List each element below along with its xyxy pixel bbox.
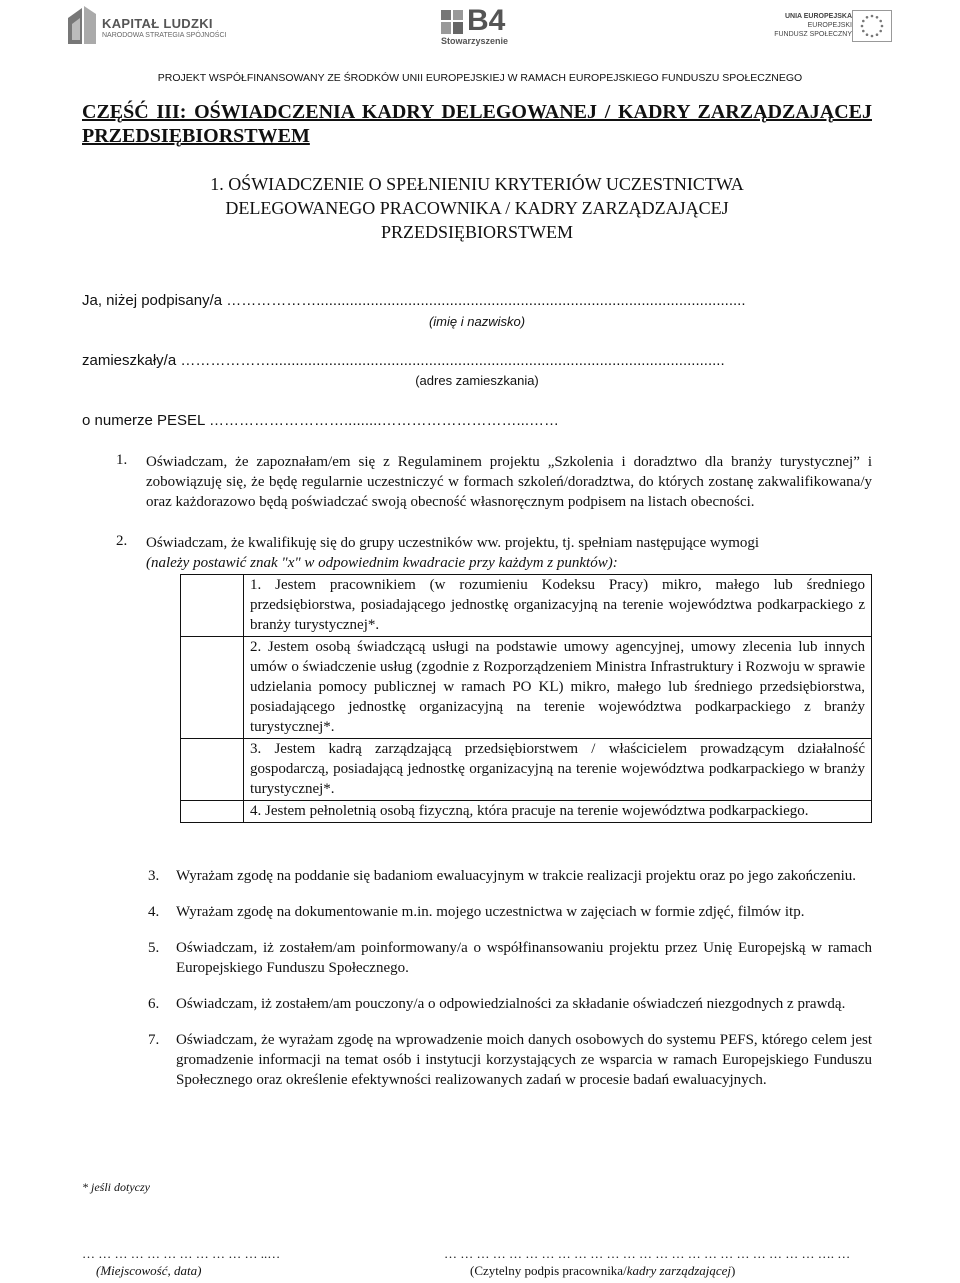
eu-flag-icon [852,10,892,42]
statement-number: 5. [148,940,160,956]
pesel-label: o numerze PESEL [82,412,205,429]
signature-dots[interactable]: … … … … … … … … … … … … … … … … … … … … … … … …. … [444,1246,851,1261]
statement-1-text: Oświadczam, że zapoznałam/em się z Regulaminem projektu „Szkolenia i doradztwo dla branży turystycznej” i zobowiązuję się, że będę regularnie uczestniczyć w formach szkoleń/doradztwa, do których zostanę zakwalifikowana/y oraz każdorazowo będą poświadczać swoją obecność własnoręcznym podpisem na listach obecności. [146,454,872,510]
criteria-checkbox-3[interactable] [181,739,244,801]
section-title-line-2: DELEGOWANEGO PRACOWNIKA / KADRY ZARZĄDZAJĄCEJ [225,198,729,218]
statement-1 [146,452,872,512]
address-field[interactable] [82,352,872,369]
section-title-line-1: 1. OŚWIADCZENIE O SPEŁNIENIU KRYTERIÓW UCZESTNICTWA [210,174,744,194]
statement-text: Oświadczam, iż zostałem/am pouczony/a o odpowiedzialności za składanie oświadczeń niezgodnych z prawdą. [176,996,846,1012]
section-title [82,172,872,244]
criteria-checkbox-1[interactable] [181,575,244,637]
list-item [148,866,872,886]
statement-text: Oświadczam, iż zostałem/am poinformowany/a o współfinansowaniu projektu przez Unię Europejską w ramach Europejskiego Funduszu Społecznego. [176,940,872,976]
name-label: Ja, niżej podpisany/a [82,292,223,309]
section-title-line-3: PRZEDSIĘBIORSTWEM [380,222,573,242]
criteria-row [181,575,872,637]
address-dots: ………………............................................................................................................. [176,352,725,369]
footnote: * jeśli dotyczy [82,1180,150,1194]
pesel-dots: ……………………….........………………………...…… [204,412,560,429]
eu-logo [772,10,892,44]
logo-right-line1: UNIA EUROPEJSKA [784,13,852,20]
statement-text: Wyrażam zgodę na dokumentowanie m.in. mojego uczestnictwa w zajęciach w formie zdjęć, filmów itp. [176,904,805,920]
address-label: zamieszkały/a [82,352,177,369]
statement-2-text: Oświadczam, że kwalifikuję się do grupy uczestników ww. projektu, tj. spełniam następujące wymogi [146,535,760,551]
logo-left-subtitle: NARODOWA STRATEGIA SPÓJNOŚCI [102,32,227,39]
statements-list [148,866,872,1106]
statement-number: 3. [148,868,160,884]
criteria-row [181,801,872,823]
b4-logo [441,4,521,48]
list-item [148,994,872,1014]
logo-center-subtitle: Stowarzyszenie [441,36,509,46]
logo-center-title: B4 [467,4,506,37]
criteria-row [181,739,872,801]
criteria-checkbox-4[interactable] [181,801,244,823]
part-title: CZĘŚĆ III: OŚWIADCZENIA KADRY DELEGOWANEJ / KADRY ZARZĄDZAJĄCEJ PRZEDSIĘBIORSTWEM [82,101,872,147]
signature-label-a: (Czytelny podpis pracownika/ [470,1263,627,1278]
statement-2-number: 2. [116,533,128,549]
kapital-ludzki-logo [68,4,238,44]
address-hint: (adres zamieszkania) [415,373,539,388]
list-item [148,1030,872,1090]
list-item [148,938,872,978]
list-item [148,902,872,922]
name-dots: ………………....................................................................................................... [222,292,746,309]
kapital-ludzki-emblem-icon [68,4,98,44]
statement-2 [146,533,872,553]
statement-1-number: 1. [116,452,128,468]
place-date-label: (Miejscowość, data) [96,1263,202,1278]
logo-right-line2: EUROPEJSKI [807,22,852,29]
criteria-checkbox-2[interactable] [181,637,244,739]
criteria-row [181,637,872,739]
statement-number: 7. [148,1032,160,1048]
logo-right-line3: FUNDUSZ SPOŁECZNY [774,31,852,38]
project-funding-line: PROJEKT WSPÓŁFINANSOWANY ZE ŚRODKÓW UNII EUROPEJSKIEJ W RAMACH EUROPEJSKIEGO FUNDUSZU SPOŁECZNEGO [157,72,803,84]
criteria-text-4: 4. Jestem pełnoletnią osobą fizyczną, która pracuje na terenie województwa podkarpackiego. [244,801,872,823]
criteria-text-2: 2. Jestem osobą świadczącą usługi na podstawie umowy agencyjnej, umowy zlecenia lub innych umów o świadczenie usług (zgodnie z Rozporządzeniem Ministra Infrastruktury i Rozwoju w sprawie udzielania pomocy publicznej w ramach PO KL) mikro, małego lub średniego przedsiębiorstwa, posiadającego jednostkę organizacyjną na terenie województwa podkarpackiego z branży turystycznej*. [244,637,872,739]
criteria-text-3: 3. Jestem kadrą zarządzającą przedsiębiorstwem / właścicielem prowadzącym działalność gospodarczą, posiadającą jednostkę organizacyjną na terenie województwa podkarpackiego w branży turystycznej*. [244,739,872,801]
statement-2-note: (należy postawić znak "x" w odpowiednim kwadracie przy każdym z punktów): [146,555,618,571]
criteria-text-1: 1. Jestem pracownikiem (w rozumieniu Kodeksu Pracy) mikro, małego lub średniego przedsiębiorstwa, posiadającego jednostkę organizacyjną na terenie województwa podkarpackiego z branży turystycznej*. [244,575,872,637]
pesel-field[interactable] [82,412,872,429]
place-date-dots[interactable]: … … … … … … … … … … … ..… [82,1246,281,1261]
statement-text: Oświadczam, że wyrażam zgodę na wprowadzenie moich danych osobowych do systemu PEFS, którego celem jest gromadzenie informacji na temat osób i instytucji korzystających ze wsparcia w ramach Europejskiego Funduszu Społecznego oraz określenie efektywności realizowanych zadań w procesie badań ewaluacyjnych. [176,1032,872,1088]
signature-label-c: ) [731,1263,736,1278]
statement-number: 6. [148,996,160,1012]
statement-number: 4. [148,904,160,920]
criteria-table [180,574,872,823]
signature-label-b: kadry zarządzającej [626,1263,732,1278]
signature-label [470,1263,735,1279]
name-field[interactable] [82,292,872,309]
logo-left-title: KAPITAŁ LUDZKI [102,16,213,31]
b4-emblem-icon [441,10,465,36]
statement-text: Wyrażam zgodę na poddanie się badaniom ewaluacyjnym w trakcie realizacji projektu oraz po jego zakończeniu. [176,868,857,884]
name-hint: (imię i nazwisko) [428,314,526,329]
